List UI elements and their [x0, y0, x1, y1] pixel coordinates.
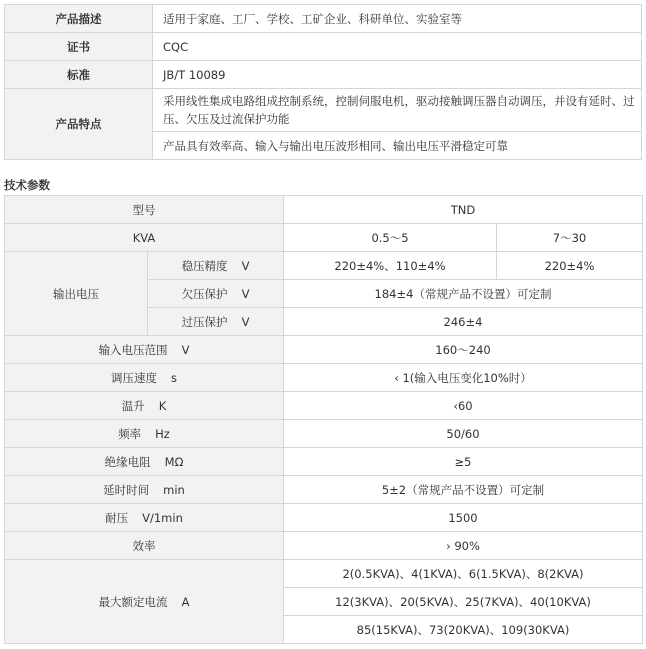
spec-value: 220±4% [497, 252, 643, 280]
spec-value: ‹ 1(输入电压变化10%时） [284, 364, 643, 392]
spec-row-delay [5, 476, 643, 504]
info-value: JB/T 10089 [153, 61, 642, 89]
spec-row-model [5, 196, 643, 224]
spec-value: 160～240 [284, 336, 643, 364]
spec-row-speed [5, 364, 643, 392]
label-text: 频率 [118, 426, 142, 441]
info-value: CQC [153, 33, 642, 61]
spec-row-insulation [5, 448, 643, 476]
info-label: 标准 [5, 61, 153, 89]
spec-value: › 90% [284, 532, 643, 560]
spec-value: 0.5～5 [284, 224, 497, 252]
spec-label [5, 392, 284, 420]
label-text: 延时时间 [103, 482, 150, 497]
unit-text: V/1min [142, 510, 183, 525]
spec-value: 184±4（常规产品不设置）可定制 [284, 280, 643, 308]
unit-text: Hz [155, 426, 170, 441]
feature-text: 采用线性集成电路组成控制系统，控制伺服电机，驱动接触调压器自动调压，并设有延时、过压、欠压及过流保护功能 [153, 89, 642, 132]
unit-text: K [158, 398, 167, 413]
spec-value: 12(3KVA)、20(5KVA)、25(7KVA)、40(10KVA) [284, 588, 643, 616]
info-row-description [5, 5, 642, 33]
spec-value: 1500 [284, 504, 643, 532]
spec-value: ‹60 [284, 392, 643, 420]
spec-row-kva [5, 224, 643, 252]
info-label: 产品描述 [5, 5, 153, 33]
unit-text: V [181, 342, 190, 357]
unit-text: V [241, 258, 250, 273]
spec-label [5, 504, 284, 532]
info-row-certificate [5, 33, 642, 61]
label-text: 稳压精度 [181, 258, 228, 273]
spec-value: TND [284, 196, 643, 224]
spec-label [5, 560, 284, 644]
info-row-standard [5, 61, 642, 89]
spec-row-input [5, 336, 643, 364]
spec-label-output-voltage: 输出电压 [5, 252, 148, 336]
spec-label [5, 476, 284, 504]
spec-sublabel [148, 308, 284, 336]
spec-label [5, 420, 284, 448]
label-text: 调压速度 [111, 370, 157, 385]
spec-row-frequency [5, 420, 643, 448]
spec-value: 246±4 [284, 308, 643, 336]
label-text: 输入电压范围 [98, 342, 168, 357]
spec-row-current-1 [5, 560, 643, 588]
unit-text: min [163, 482, 185, 497]
unit-text: A [181, 594, 190, 609]
spec-sublabel [148, 252, 284, 280]
info-row-features [5, 89, 642, 132]
label-text: 耐压 [105, 510, 129, 525]
label-text: 过压保护 [181, 314, 228, 329]
spec-row-efficiency [5, 532, 643, 560]
spec-value: ≥5 [284, 448, 643, 476]
unit-text: V [241, 314, 250, 329]
feature-text: 产品具有效率高、输入与输出电压波形相同、输出电压平滑稳定可靠 [153, 132, 642, 160]
spec-value: 50/60 [284, 420, 643, 448]
info-label: 证书 [5, 33, 153, 61]
label-text: 最大额定电流 [98, 594, 168, 609]
spec-label: 效率 [5, 532, 284, 560]
label-text: 温升 [121, 398, 145, 413]
spec-value: 220±4%、110±4% [284, 252, 497, 280]
unit-text: MΩ [164, 454, 184, 469]
product-info-table [4, 4, 642, 160]
unit-text: V [241, 286, 250, 301]
spec-label [5, 364, 284, 392]
label-text: 绝缘电阻 [104, 454, 151, 469]
spec-table [4, 195, 643, 644]
spec-label [5, 448, 284, 476]
spec-row-withstand [5, 504, 643, 532]
label-text: 欠压保护 [181, 286, 228, 301]
spec-label: KVA [5, 224, 284, 252]
spec-sublabel [148, 280, 284, 308]
spec-row-precision [5, 252, 643, 280]
spec-label [5, 336, 284, 364]
unit-text: s [171, 370, 177, 385]
spec-value: 85(15KVA)、73(20KVA)、109(30KVA) [284, 616, 643, 644]
spec-value: 7～30 [497, 224, 643, 252]
spec-value: 2(0.5KVA)、4(1KVA)、6(1.5KVA)、8(2KVA) [284, 560, 643, 588]
spec-label: 型号 [5, 196, 284, 224]
info-label: 产品特点 [5, 89, 153, 160]
spec-row-temp [5, 392, 643, 420]
spec-value: 5±2（常规产品不设置）可定制 [284, 476, 643, 504]
spec-section-title: 技术参数 [4, 178, 50, 192]
info-value: 适用于家庭、工厂、学校、工矿企业、科研单位、实验室等 [153, 5, 642, 33]
